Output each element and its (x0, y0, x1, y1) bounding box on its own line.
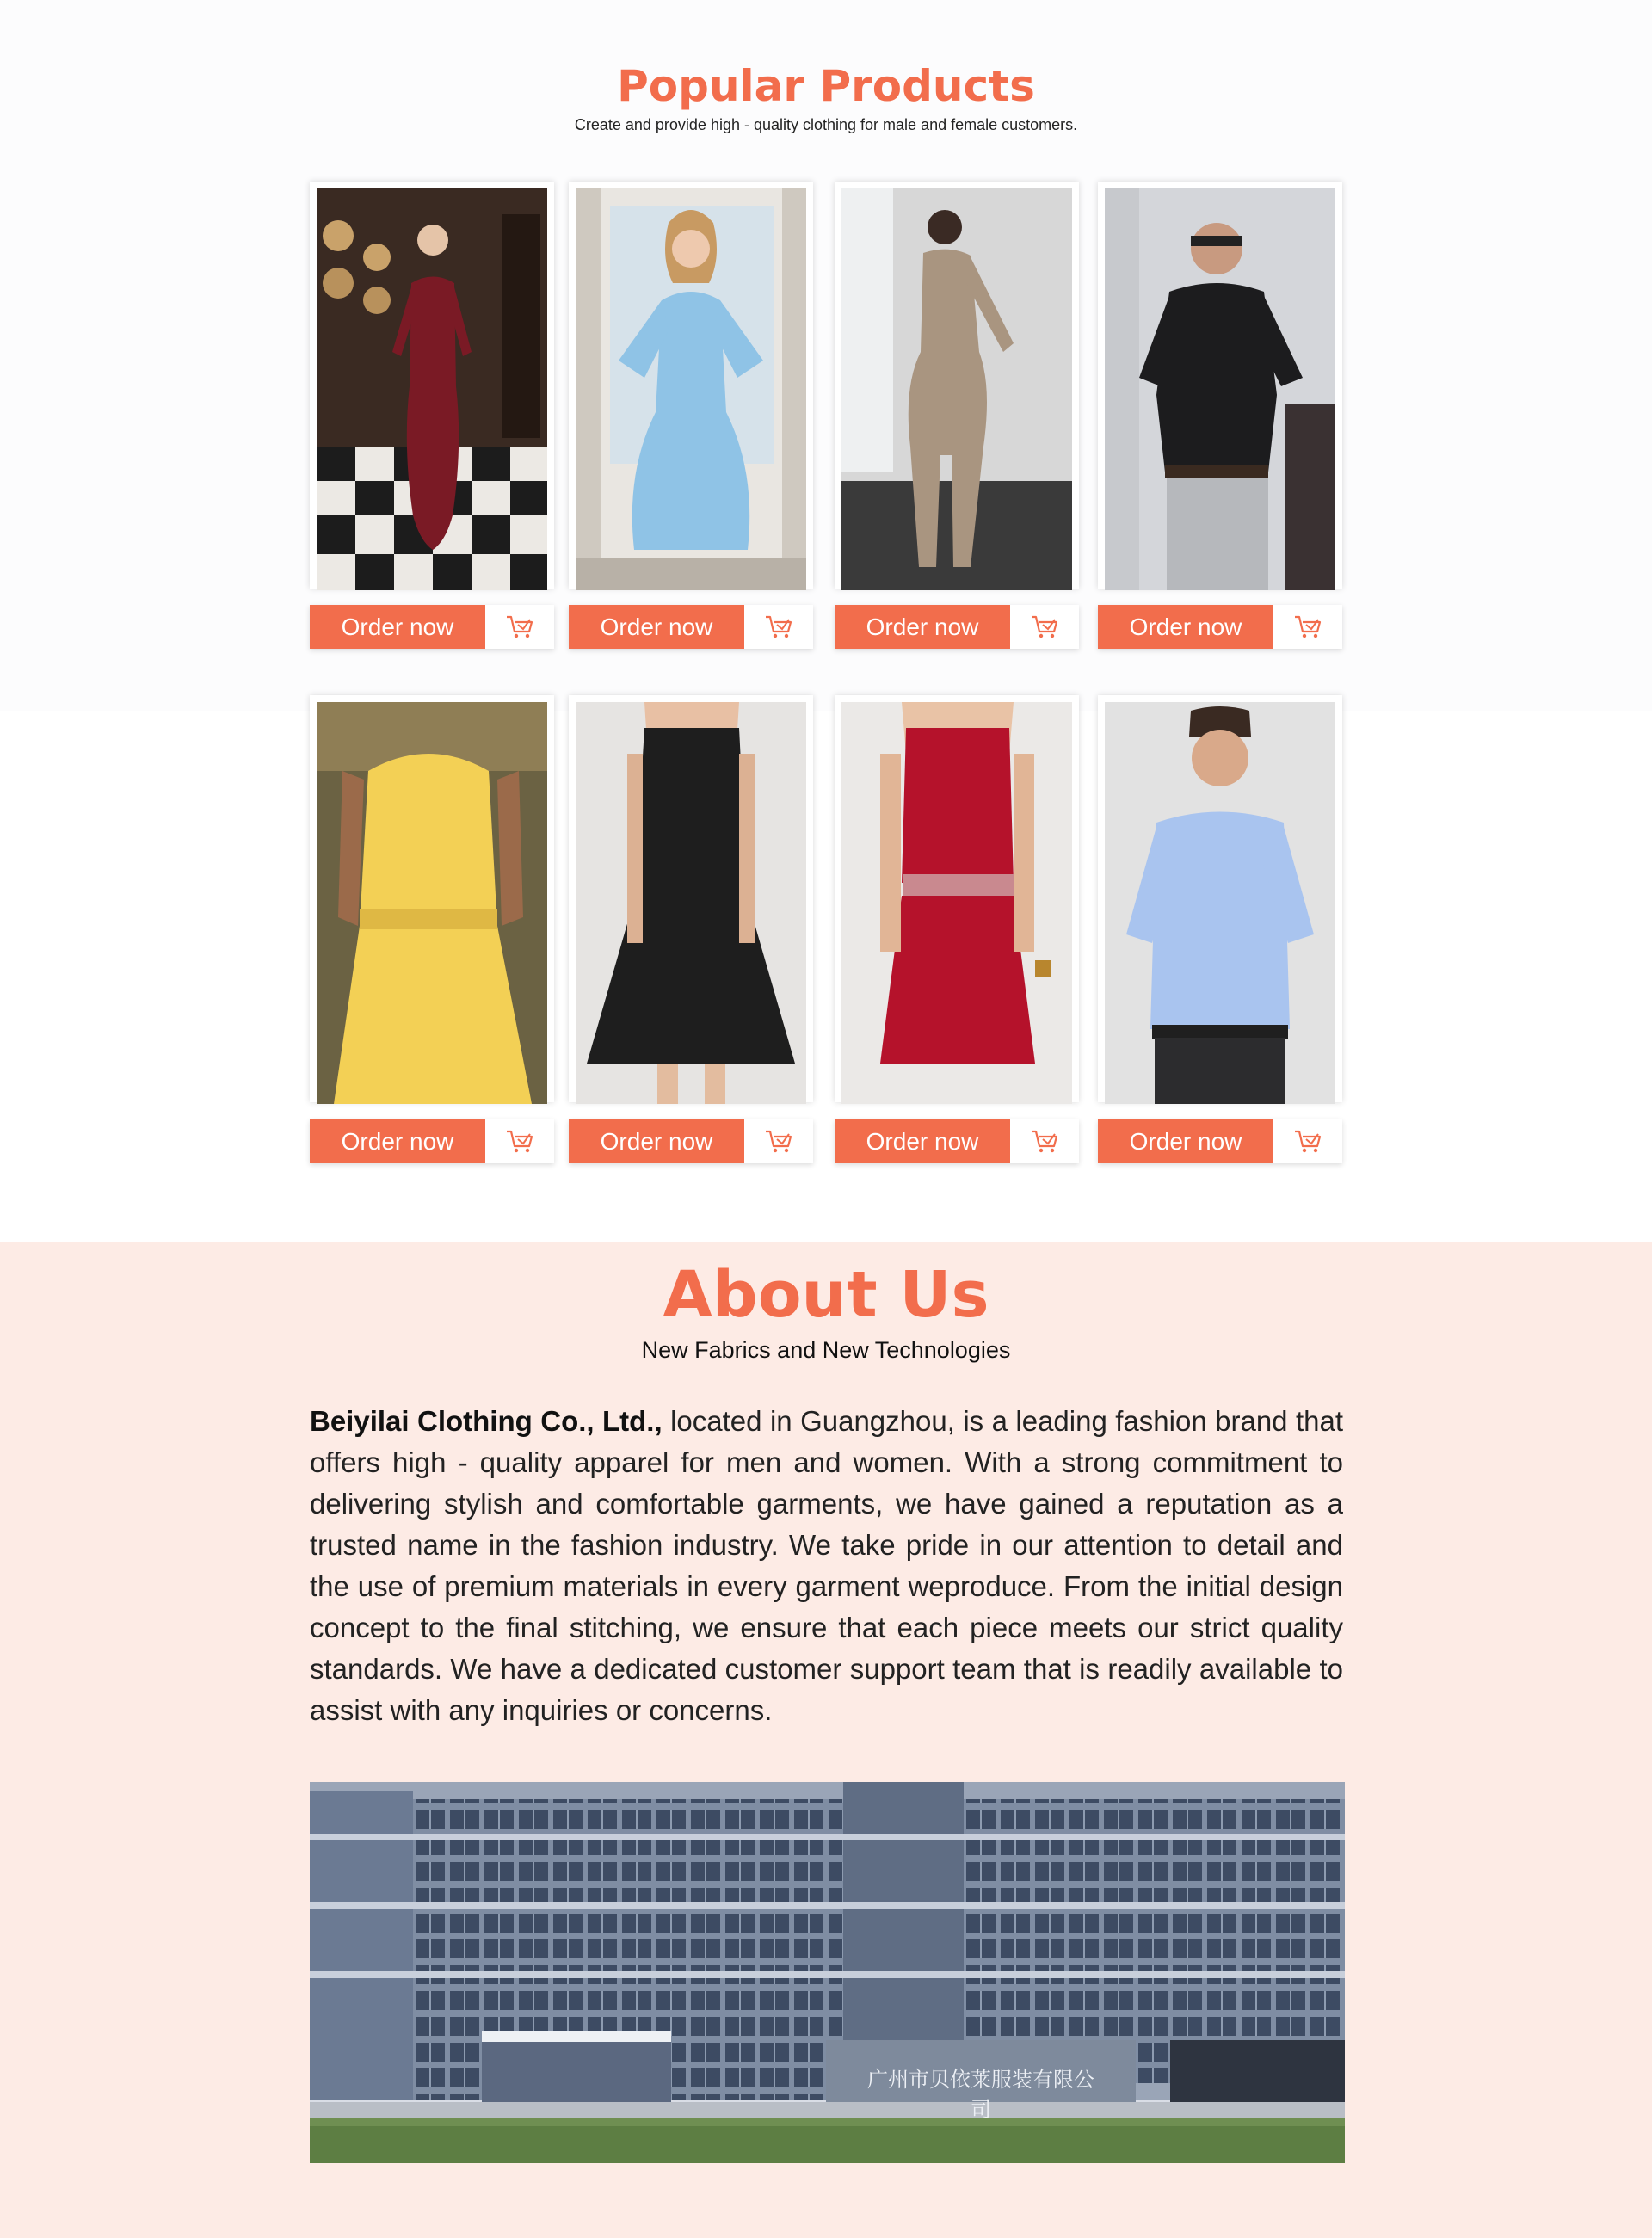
product-card-8[interactable] (1098, 695, 1342, 1102)
product-image[interactable] (841, 188, 1072, 590)
product-image[interactable] (576, 188, 806, 590)
shopping-cart-icon[interactable] (744, 605, 813, 649)
building-sign: 广州市贝依莱服装有限公司 (867, 2068, 1094, 2122)
shopping-cart-icon[interactable] (744, 1119, 813, 1163)
product-card-6[interactable] (569, 695, 813, 1102)
order-now-button[interactable]: Order now (569, 1119, 744, 1163)
company-name: Beiyilai Clothing Co., Ltd., (310, 1405, 663, 1437)
product-actions-7 (835, 1119, 1079, 1163)
product-image[interactable] (317, 188, 547, 590)
product-image[interactable] (1105, 702, 1335, 1104)
shopping-cart-icon[interactable] (1010, 1119, 1079, 1163)
order-now-button[interactable]: Order now (310, 1119, 485, 1163)
product-actions-5 (310, 1119, 554, 1163)
popular-products-subtitle: Create and provide high - quality clothing for male and female customers. (574, 116, 1078, 133)
order-now-button[interactable]: Order now (310, 605, 485, 649)
product-actions-2 (569, 605, 813, 649)
product-card-2[interactable] (569, 182, 813, 589)
product-image[interactable] (576, 702, 806, 1104)
product-actions-3 (835, 605, 1079, 649)
product-image[interactable] (317, 702, 547, 1104)
order-now-button[interactable]: Order now (1098, 605, 1273, 649)
shopping-cart-icon[interactable] (1273, 1119, 1342, 1163)
product-card-4[interactable] (1098, 182, 1342, 589)
product-card-7[interactable] (835, 695, 1079, 1102)
product-actions-8 (1098, 1119, 1342, 1163)
shopping-cart-icon[interactable] (1273, 605, 1342, 649)
popular-products-title: Popular Products (617, 61, 1035, 111)
product-image[interactable] (1105, 188, 1335, 590)
order-now-button[interactable]: Order now (835, 605, 1010, 649)
shopping-cart-icon[interactable] (485, 1119, 554, 1163)
about-us-title: About Us (663, 1258, 989, 1332)
product-actions-1 (310, 605, 554, 649)
shopping-cart-icon[interactable] (485, 605, 554, 649)
product-card-3[interactable] (835, 182, 1079, 589)
product-actions-6 (569, 1119, 813, 1163)
order-now-button[interactable]: Order now (835, 1119, 1010, 1163)
about-us-body: located in Guangzhou, is a leading fashion brand that offers high - quality apparel for men and women. With a strong commitment to delivering stylish and comfortable garments, we have gained a reputation as a trusted name in the fashion industry. We take pride in our attention to detail and the use of premium materials in every garment weproduce. From the initial design concept to the final stitching, we ensure that each piece meets our strict quality standards. We have a dedicated customer support team that is readily available to assist with any inquiries or concerns. (310, 1405, 1344, 1726)
order-now-button[interactable]: Order now (569, 605, 744, 649)
shopping-cart-icon[interactable] (1010, 605, 1079, 649)
order-now-button[interactable]: Order now (1098, 1119, 1273, 1163)
about-us-paragraph (310, 1401, 1343, 1731)
product-image[interactable] (841, 702, 1072, 1104)
about-us-subtitle: New Fabrics and New Technologies (641, 1337, 1011, 1363)
company-building-image (310, 1782, 1345, 2163)
product-actions-4 (1098, 605, 1342, 649)
product-card-1[interactable] (310, 182, 554, 589)
product-card-5[interactable] (310, 695, 554, 1102)
